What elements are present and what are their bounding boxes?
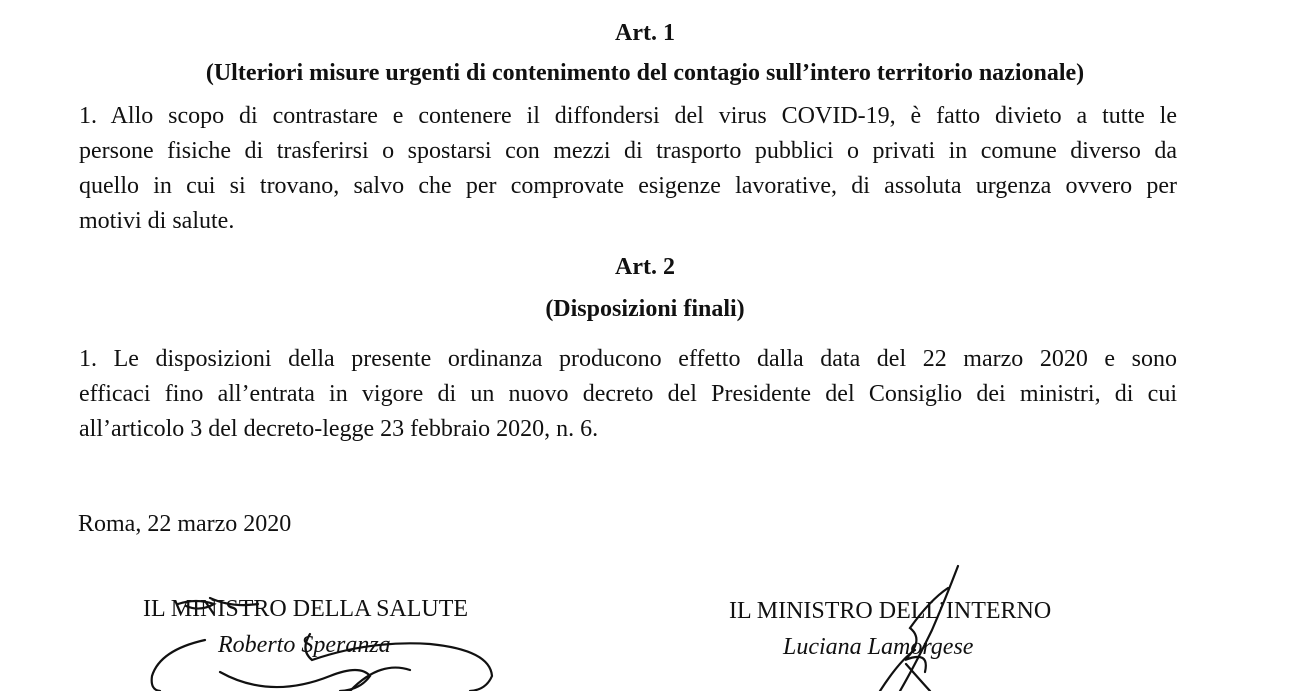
art1-line: quello in cui si trovano, salvo che per comprovate esigenze lavorative, di assoluta urgenza ovvero per — [79, 173, 1177, 199]
art2-subheading: (Disposizioni finali) — [545, 296, 745, 322]
art1-line: persone fisiche di trasferirsi o spostarsi con mezzi di trasporto pubblici o privati in comune diverso da — [79, 138, 1177, 164]
art2-line: 1. Le disposizioni della presente ordinanza producono effetto dalla data del 22 marzo 2020 e sono — [79, 346, 1177, 372]
left-signatory-title: IL MINISTRO DELLA SALUTE — [143, 596, 469, 622]
right-signatory-name: Luciana Lamorgese — [783, 634, 974, 660]
right-signatory-title: IL MINISTRO DELL’INTERNO — [729, 598, 1052, 624]
art2-heading: Art. 2 — [615, 254, 675, 280]
right-signature-stroke — [906, 664, 930, 691]
art1-line: motivi di salute. — [79, 208, 235, 234]
art1-heading: Art. 1 — [615, 20, 675, 46]
art2-line: efficaci fino all’entrata in vigore di un nuovo decreto del Presidente del Consiglio dei ministri, di cui — [79, 381, 1177, 407]
right-signature-stroke — [900, 566, 958, 691]
art1-subheading: (Ulteriori misure urgenti di contenimento del contagio sull’intero territorio nazionale) — [205, 60, 1085, 86]
art2-line: all’articolo 3 del decreto-legge 23 febbraio 2020, n. 6. — [79, 416, 599, 442]
art1-line: 1. Allo scopo di contrastare e contenere il diffondersi del virus COVID-19, è fatto divieto a tutte le — [79, 103, 1177, 129]
place-date: Roma, 22 marzo 2020 — [78, 511, 292, 537]
left-signatory-name: Roberto Speranza — [218, 632, 391, 658]
left-signature-stroke — [350, 668, 410, 691]
art1-paragraph — [79, 99, 1177, 239]
left-signature-stroke — [220, 670, 370, 691]
art2-paragraph — [79, 342, 1177, 447]
left-signature-stroke — [152, 640, 205, 691]
